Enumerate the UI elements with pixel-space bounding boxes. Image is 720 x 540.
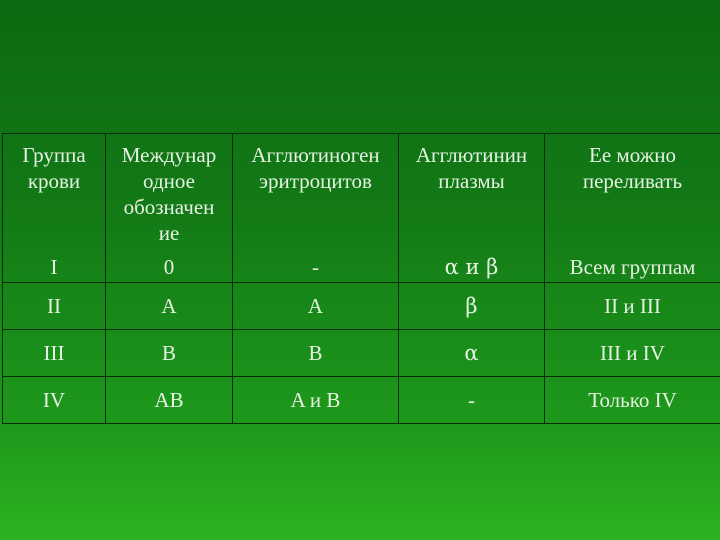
table-row bbox=[3, 329, 720, 376]
table-cell: III и IV bbox=[545, 329, 720, 376]
table-cell: Всем группам bbox=[545, 254, 720, 283]
table-cell: I bbox=[3, 254, 106, 283]
table-cell: α и β bbox=[399, 254, 545, 283]
header-row bbox=[3, 134, 720, 254]
header-can-transfuse: Ее можно переливать bbox=[545, 134, 720, 254]
header-international-designation: Междунар одное обозначен ие bbox=[106, 134, 233, 254]
table-cell: II и III bbox=[545, 282, 720, 329]
table-cell: 0 bbox=[106, 254, 233, 283]
table-cell: A bbox=[233, 282, 399, 329]
table-cell: B bbox=[233, 329, 399, 376]
table-row bbox=[3, 254, 720, 283]
table-cell: II bbox=[3, 282, 106, 329]
table-cell: IV bbox=[3, 376, 106, 423]
table-cell: B bbox=[106, 329, 233, 376]
header-agglutinin: Агглютинин плазмы bbox=[399, 134, 545, 254]
table-cell: - bbox=[233, 254, 399, 283]
table-cell: β bbox=[399, 282, 545, 329]
header-agglutinogen: Агглютиноген эритроцитов bbox=[233, 134, 399, 254]
table-cell: AB bbox=[106, 376, 233, 423]
table-cell: α bbox=[399, 329, 545, 376]
table-cell: Только IV bbox=[545, 376, 720, 423]
table-cell: A и B bbox=[233, 376, 399, 423]
table-cell: III bbox=[3, 329, 106, 376]
header-blood-group: Группа крови bbox=[3, 134, 106, 254]
table-cell: - bbox=[399, 376, 545, 423]
table-cell: A bbox=[106, 282, 233, 329]
table-row bbox=[3, 376, 720, 423]
blood-groups-table bbox=[2, 133, 720, 424]
table-row bbox=[3, 282, 720, 329]
